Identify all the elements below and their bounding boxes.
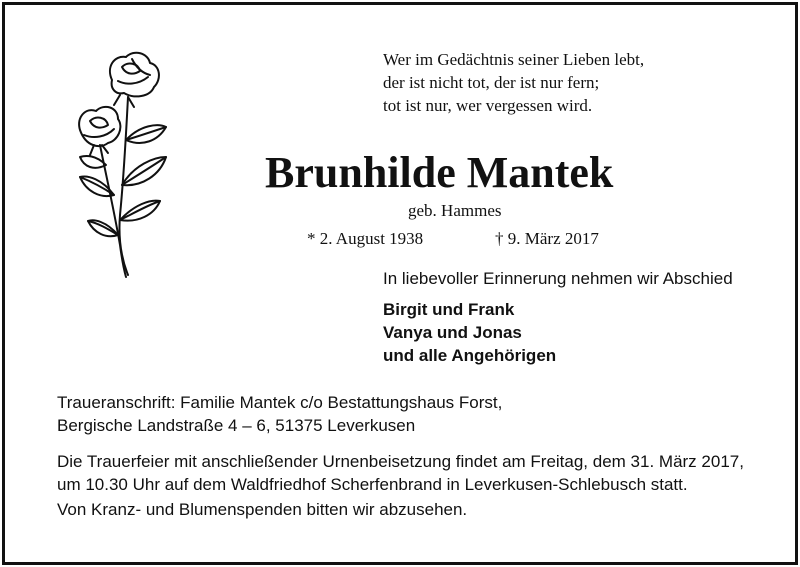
mourner: und alle Angehörigen — [383, 346, 557, 365]
poem-line: Wer im Gedächtnis seiner Lieben lebt, — [383, 50, 645, 69]
ceremony-line: Die Trauerfeier mit anschließender Urnenbeisetzung findet am Freitag, dem 31. März 2017, — [57, 452, 744, 471]
mourner: Birgit und Frank — [383, 300, 515, 319]
rose-icon — [62, 45, 180, 280]
farewell-text: In liebevoller Erinnerung nehmen wir Abschied — [383, 269, 733, 288]
ceremony-line: um 10.30 Uhr auf dem Waldfriedhof Scherfenbrand in Leverkusen-Schlebusch statt. — [57, 475, 688, 494]
address-line: Traueranschrift: Familie Mantek c/o Bestattungshaus Forst, — [57, 393, 503, 412]
mourning-address — [57, 391, 502, 437]
birth-date: * 2. August 1938 — [307, 229, 424, 248]
mourners-list — [383, 298, 556, 367]
poem — [383, 48, 644, 117]
poem-line: der ist nicht tot, der ist nur fern; — [383, 73, 600, 92]
address-line: Bergische Landstraße 4 – 6, 51375 Leverkusen — [57, 416, 416, 435]
life-dates — [307, 229, 599, 249]
maiden-name: geb. Hammes — [408, 201, 502, 220]
poem-line: tot ist nur, wer vergessen wird. — [383, 96, 593, 115]
death-date: † 9. März 2017 — [495, 229, 599, 248]
deceased-name: Brunhilde Mantek — [265, 148, 614, 197]
mourner: Vanya und Jonas — [383, 323, 522, 342]
flowers-note: Von Kranz- und Blumenspenden bitten wir abzusehen. — [57, 500, 468, 519]
ceremony-info — [57, 450, 744, 496]
